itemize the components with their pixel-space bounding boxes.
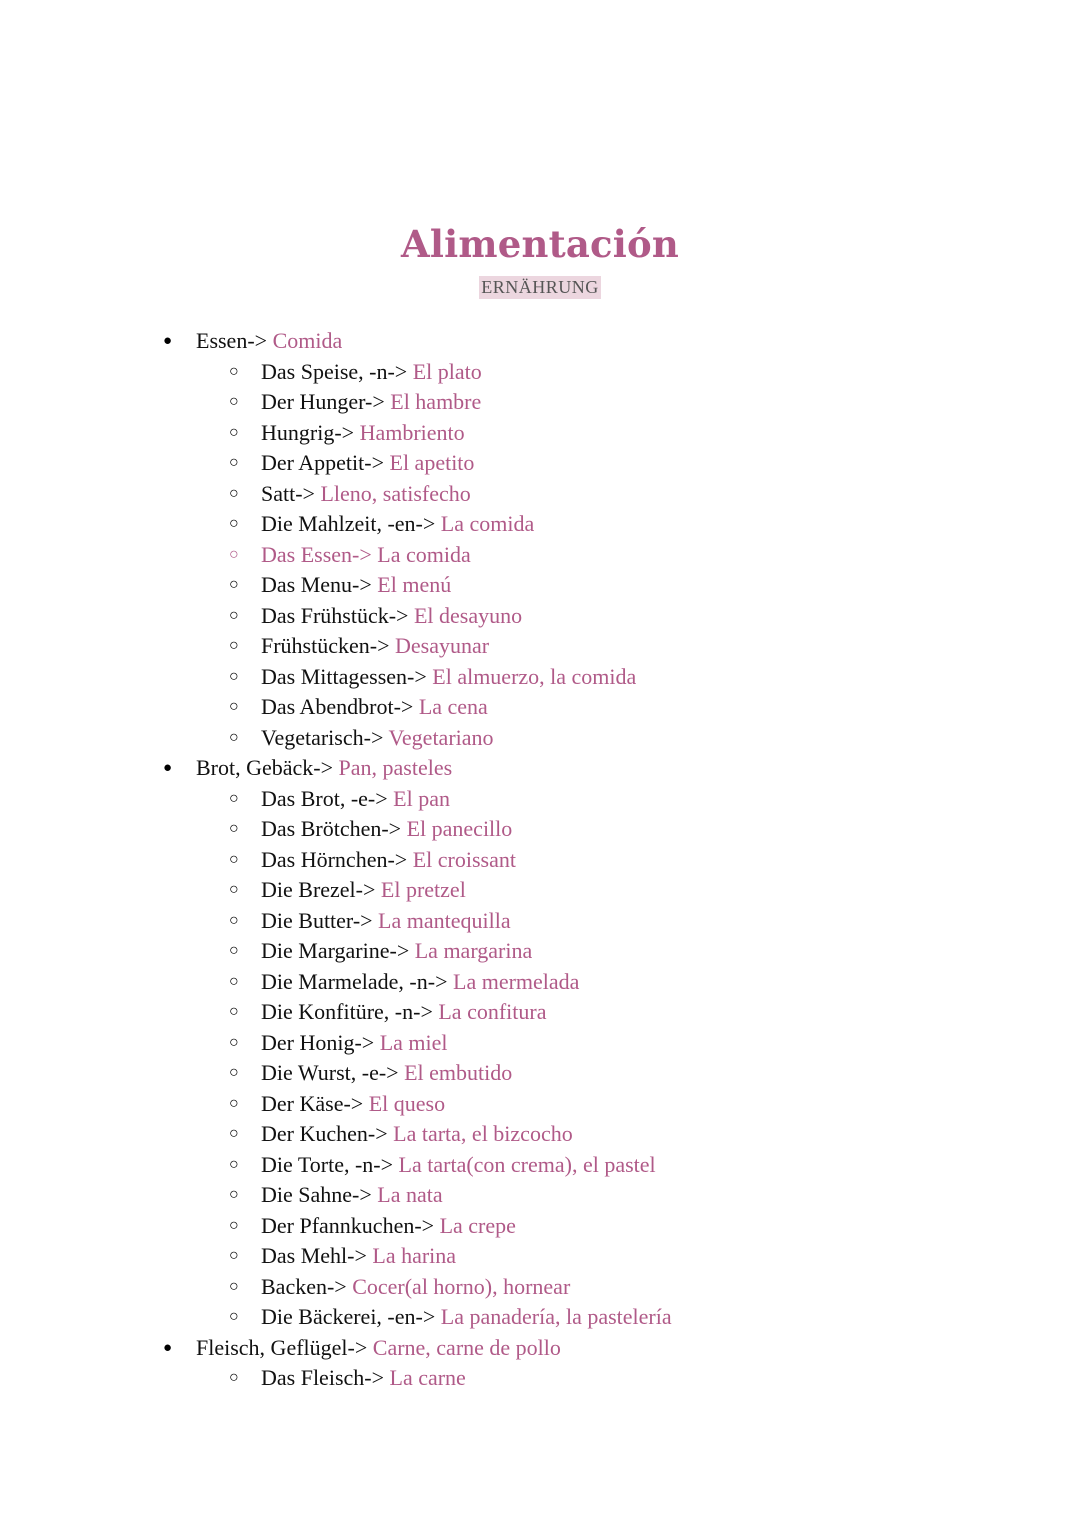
entry-text	[261, 631, 489, 662]
german-term: Hungrig->	[261, 419, 355, 445]
entry-text	[261, 662, 636, 693]
entry-text	[261, 1180, 443, 1211]
spanish-translation: Comida	[272, 328, 343, 353]
hollow-bullet-icon: ○	[229, 454, 239, 471]
vocab-item	[0, 387, 1080, 418]
vocab-item	[0, 997, 1080, 1028]
vocab-item	[0, 875, 1080, 906]
spanish-translation: La cena	[418, 694, 488, 719]
hollow-bullet-icon: ○	[229, 637, 239, 654]
entry-text	[261, 540, 471, 571]
vocab-item	[0, 662, 1080, 693]
hollow-bullet-icon: ○	[229, 972, 239, 990]
entry-text	[261, 967, 579, 998]
spanish-translation: La tarta(con crema), el pastel	[398, 1151, 656, 1177]
german-term: Das Menu->	[261, 572, 372, 597]
entry-text	[261, 723, 494, 754]
entry-text	[261, 1089, 445, 1120]
hollow-bullet-icon: ○	[229, 1277, 239, 1295]
filled-bullet-icon: ●	[163, 1339, 173, 1356]
hollow-bullet-icon: ○	[229, 1247, 239, 1264]
vocab-item	[0, 692, 1080, 723]
german-term: Die Mahlzeit, -en->	[261, 511, 436, 536]
spanish-translation: Desayunar	[395, 633, 490, 658]
hollow-bullet-icon: ○	[229, 881, 239, 898]
hollow-bullet-icon: ○	[229, 1216, 239, 1234]
entry-text	[261, 997, 546, 1028]
hollow-bullet-icon: ○	[229, 820, 239, 837]
german-term: Die Sahne->	[261, 1182, 372, 1207]
german-term: Die Bäckerei, -en->	[261, 1304, 436, 1329]
hollow-bullet-icon: ○	[229, 1003, 239, 1020]
vocab-item	[0, 1180, 1080, 1211]
vocab-item	[0, 784, 1080, 815]
vocab-item	[0, 906, 1080, 937]
german-term: Die Butter->	[261, 907, 373, 933]
hollow-bullet-icon: ○	[229, 1094, 239, 1112]
hollow-bullet-icon: ○	[229, 1125, 239, 1142]
german-term: Essen->	[196, 328, 268, 353]
spanish-translation: La miel	[379, 1029, 448, 1055]
spanish-translation: El apetito	[389, 450, 475, 475]
entry-text	[196, 326, 342, 357]
entry-text	[261, 1119, 573, 1150]
hollow-bullet-icon: ○	[229, 362, 239, 380]
entry-text	[261, 1302, 672, 1333]
hollow-bullet-icon: ○	[229, 606, 239, 624]
spanish-translation: La confitura	[438, 999, 547, 1024]
vocab-item	[0, 1028, 1080, 1059]
spanish-translation: La harina	[372, 1243, 457, 1268]
spanish-translation: El pretzel	[380, 877, 466, 902]
hollow-bullet-icon: ○	[229, 1186, 239, 1203]
hollow-bullet-icon: ○	[229, 393, 239, 410]
german-term: Die Torte, -n->	[261, 1151, 394, 1177]
spanish-translation: Lleno, satisfecho	[320, 480, 471, 506]
german-term: Vegetarisch->	[261, 724, 384, 750]
vocab-item	[0, 1058, 1080, 1089]
german-term: Das Mittagessen->	[261, 663, 427, 689]
vocab-item	[0, 967, 1080, 998]
german-term: Die Brezel->	[261, 877, 376, 902]
entry-text	[261, 906, 511, 937]
spanish-translation: El menú	[377, 572, 452, 597]
entry-text	[261, 1150, 656, 1181]
german-term: Die Konfitüre, -n->	[261, 999, 433, 1024]
vocab-item	[0, 1089, 1080, 1120]
vocab-item	[0, 570, 1080, 601]
vocab-item	[0, 1150, 1080, 1181]
entry-text	[261, 509, 534, 540]
entry-text	[261, 601, 522, 632]
hollow-bullet-icon: ○	[229, 1064, 239, 1081]
vocab-item	[0, 936, 1080, 967]
german-term: Das Mehl->	[261, 1243, 367, 1268]
spanish-translation: El hambre	[390, 389, 482, 414]
spanish-translation: La comida	[440, 511, 535, 536]
german-term: Die Wurst, -e->	[261, 1060, 399, 1085]
entry-text	[261, 784, 450, 815]
entry-text	[261, 448, 474, 479]
vocab-item	[0, 418, 1080, 449]
entry-text	[261, 387, 481, 418]
vocab-item	[0, 814, 1080, 845]
vocab-item	[0, 1211, 1080, 1242]
hollow-bullet-icon: ○	[229, 728, 239, 746]
spanish-translation: El pan	[393, 785, 450, 811]
entry-text	[261, 1241, 456, 1272]
hollow-bullet-icon: ○	[229, 423, 239, 441]
german-term: Das Brot, -e->	[261, 785, 388, 811]
german-term: Das Brötchen->	[261, 816, 402, 841]
vocab-item	[0, 1302, 1080, 1333]
hollow-bullet-icon: ○	[229, 515, 239, 532]
spanish-translation: La mermelada	[453, 968, 580, 994]
german-term: Der Appetit->	[261, 450, 384, 475]
entry-text	[261, 1028, 448, 1059]
page-title: Alimentación	[400, 222, 680, 266]
hollow-bullet-icon: ○	[229, 1308, 239, 1325]
spanish-translation: La comida	[377, 541, 471, 567]
entry-text	[261, 1272, 570, 1303]
hollow-bullet-icon: ○	[229, 698, 239, 715]
german-term: Der Kuchen->	[261, 1121, 388, 1146]
entry-text	[261, 814, 512, 845]
german-term: Das Essen->	[261, 541, 372, 567]
spanish-translation: La margarina	[414, 938, 533, 963]
german-term: Backen->	[261, 1273, 347, 1299]
hollow-bullet-icon: ○	[229, 1369, 239, 1386]
vocab-item	[0, 1119, 1080, 1150]
spanish-translation: Cocer(al horno), hornear	[352, 1273, 571, 1299]
german-term: Der Hunger->	[261, 389, 385, 414]
hollow-bullet-icon: ○	[229, 1155, 239, 1173]
vocab-item	[0, 1241, 1080, 1272]
hollow-bullet-icon: ○	[229, 942, 239, 959]
german-term: Brot, Gebäck->	[196, 755, 334, 780]
vocab-item	[0, 723, 1080, 754]
german-term: Frühstücken->	[261, 633, 390, 658]
category-item	[0, 1333, 1080, 1364]
entry-text	[261, 479, 471, 510]
german-term: Das Frühstück->	[261, 602, 409, 628]
subtitle-wrapper	[0, 276, 1080, 299]
hollow-bullet-icon: ○	[229, 850, 239, 868]
entry-text	[261, 357, 482, 388]
hollow-bullet-icon: ○	[229, 667, 239, 685]
spanish-translation: La carne	[389, 1365, 466, 1390]
page-subtitle: ERNÄHRUNG	[481, 277, 599, 297]
spanish-translation: El almuerzo, la comida	[432, 663, 637, 689]
hollow-bullet-icon: ○	[229, 1033, 239, 1051]
entry-text	[261, 875, 466, 906]
hollow-bullet-icon: ○	[229, 545, 239, 563]
spanish-translation: La tarta, el bizcocho	[393, 1121, 573, 1146]
entry-text	[261, 936, 532, 967]
vocab-item	[0, 479, 1080, 510]
german-term: Das Fleisch->	[261, 1365, 384, 1390]
entry-text	[196, 753, 452, 784]
hollow-bullet-icon: ○	[229, 484, 239, 502]
vocabulary-list	[0, 326, 1080, 1394]
german-term: Satt->	[261, 480, 315, 506]
spanish-translation: El embutido	[404, 1060, 513, 1085]
vocab-item	[0, 509, 1080, 540]
german-term: Der Honig->	[261, 1029, 375, 1055]
vocab-item	[0, 1272, 1080, 1303]
german-term: Die Margarine->	[261, 938, 410, 963]
entry-text	[261, 418, 465, 449]
spanish-translation: Hambriento	[359, 419, 465, 445]
spanish-translation: La crepe	[439, 1212, 516, 1238]
hollow-bullet-icon: ○	[229, 911, 239, 929]
spanish-translation: El croissant	[412, 846, 516, 872]
filled-bullet-icon: ●	[163, 333, 173, 349]
entry-text	[261, 845, 516, 876]
german-term: Der Pfannkuchen->	[261, 1212, 435, 1238]
german-term: Das Abendbrot->	[261, 694, 414, 719]
spanish-translation: La mantequilla	[378, 907, 511, 933]
spanish-translation: El panecillo	[406, 816, 513, 841]
spanish-translation: La panadería, la pastelería	[440, 1304, 672, 1329]
hollow-bullet-icon: ○	[229, 789, 239, 807]
entry-text	[261, 692, 488, 723]
spanish-translation: El queso	[368, 1090, 446, 1116]
vocab-item	[0, 448, 1080, 479]
spanish-translation: El plato	[412, 358, 482, 384]
category-item	[0, 326, 1080, 357]
german-term: Das Hörnchen->	[261, 846, 408, 872]
entry-text	[196, 1333, 561, 1364]
entry-text	[261, 1211, 516, 1242]
spanish-translation: El desayuno	[413, 602, 523, 628]
spanish-translation: La nata	[377, 1182, 443, 1207]
german-term: Fleisch, Geflügel->	[196, 1334, 368, 1360]
vocab-item	[0, 601, 1080, 632]
vocab-item	[0, 357, 1080, 388]
entry-text	[261, 1363, 466, 1394]
vocab-item	[0, 1363, 1080, 1394]
german-term: Der Käse->	[261, 1090, 364, 1116]
vocab-item	[0, 540, 1080, 571]
spanish-translation: Vegetariano	[388, 724, 494, 750]
hollow-bullet-icon: ○	[229, 576, 239, 593]
entry-text	[261, 1058, 512, 1089]
german-term: Die Marmelade, -n->	[261, 968, 448, 994]
vocab-item	[0, 845, 1080, 876]
entry-text	[261, 570, 451, 601]
category-item	[0, 753, 1080, 784]
german-term: Das Speise, -n->	[261, 358, 408, 384]
vocab-item	[0, 631, 1080, 662]
filled-bullet-icon: ●	[163, 760, 173, 776]
spanish-translation: Carne, carne de pollo	[372, 1334, 561, 1360]
spanish-translation: Pan, pasteles	[338, 755, 453, 780]
